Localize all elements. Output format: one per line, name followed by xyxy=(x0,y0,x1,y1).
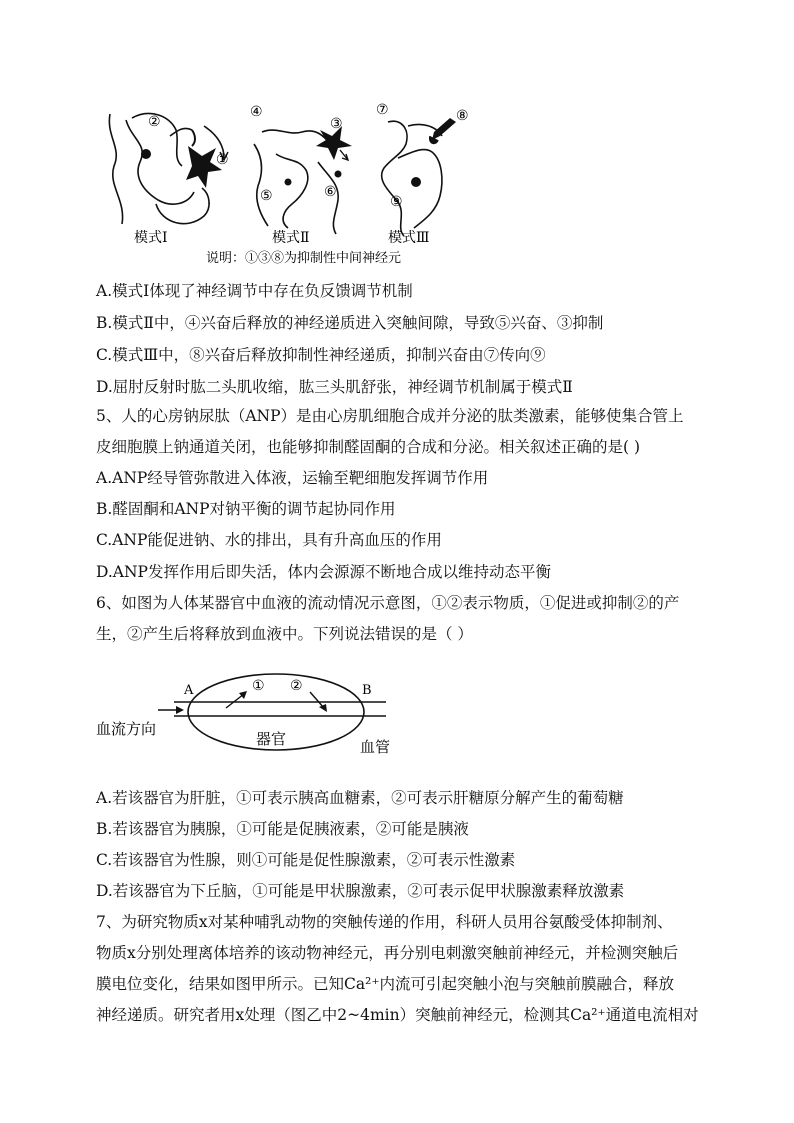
q6-stem-line-2: 生，②产生后将释放到血液中。下列说法错误的是（ ） xyxy=(96,625,473,643)
q4-option-d: D.屈肘反射时肱二头肌收缩，肱三头肌舒张，神经调节机制属于模式Ⅱ xyxy=(96,378,573,396)
mode2-arrow xyxy=(340,150,348,160)
q5-option-d: D.ANP发挥作用后即失活，体内会源源不断地合成以维持动态平衡 xyxy=(96,563,551,581)
marker-5: ⑤ xyxy=(260,188,273,204)
q6-stem-line-1: 6、如图为人体某器官中血液的流动情况示意图，①②表示物质，①促进或抑制②的产 xyxy=(96,594,680,612)
q5-stem-line-2: 皮细胞膜上钠通道关闭，也能够抑制醛固酮的合成和分泌。相关叙述正确的是( ) xyxy=(96,438,641,456)
mode3-neuron-7 xyxy=(382,121,407,236)
arrow-1-shaft xyxy=(226,694,244,708)
marker-1: ① xyxy=(216,152,229,168)
flow-arrow-head xyxy=(176,706,184,714)
marker-9: ⑨ xyxy=(390,194,403,210)
mode1-process xyxy=(170,128,192,136)
q7-stem-line-3: 膜电位变化，结果如图甲所示。已知Ca²⁺内流可引起突触小泡与突触前膜融合，释放 xyxy=(96,975,674,993)
marker-2: ② xyxy=(148,114,161,130)
mode3-neuron-9 xyxy=(398,150,442,228)
vessel-label: 血管 xyxy=(360,738,391,756)
mode-label-2: 模式Ⅱ xyxy=(272,230,310,246)
mode2-neuron-5 xyxy=(276,154,308,228)
marker-6: ⑥ xyxy=(324,184,337,200)
q4-option-a: A.模式Ⅰ体现了神经调节中存在负反馈调节机制 xyxy=(96,282,413,300)
mode-label-3: 模式Ⅲ xyxy=(388,230,430,246)
marker-2: ② xyxy=(290,678,303,694)
arrow-2-shaft xyxy=(310,692,324,708)
neural-circuit-modes-figure xyxy=(92,96,482,271)
q5-option-c: C.ANP能促进钠、水的排出，具有升高血压的作用 xyxy=(96,531,442,549)
mode2-nucleus-6 xyxy=(335,171,342,178)
marker-7: ⑦ xyxy=(376,102,389,118)
flow-direction-label: 血流方向 xyxy=(96,720,157,738)
q7-stem-line-1: 7、为研究物质x对某种哺乳动物的突触传递的作用，科研人员用谷氨酸受体抑制剂、 xyxy=(96,913,673,931)
mode2-axon-top xyxy=(262,130,330,144)
marker-4: ④ xyxy=(250,104,263,120)
q5-option-a: A.ANP经导管弥散进入体液，运输至靶细胞发挥调节作用 xyxy=(96,469,489,487)
label-b: B xyxy=(362,683,372,698)
figure1-caption: 说明：①③⑧为抑制性中间神经元 xyxy=(206,251,402,266)
arrow-2-head xyxy=(319,704,327,712)
q7-stem-line-4: 神经递质。研究者用x处理（图乙中2~4min）突触前神经元，检测其Ca²⁺通道电流相对 xyxy=(96,1006,699,1024)
mode1-synapse xyxy=(192,130,195,146)
marker-3: ③ xyxy=(330,116,343,132)
marker-1: ① xyxy=(252,678,265,694)
blood-flow-organ-figure xyxy=(92,664,412,788)
mode1-neuron-outline xyxy=(109,114,194,224)
q6-option-d: D.若该器官为下丘脑，①可能是甲状腺激素，②可表示促甲状腺激素释放激素 xyxy=(96,882,625,900)
mode3-nucleus xyxy=(411,177,421,187)
q6-option-b: B.若该器官为胰腺，①可能是促胰液素，②可能是胰液 xyxy=(96,820,469,838)
mode1-axon-loop xyxy=(156,188,209,224)
marker-8: ⑧ xyxy=(456,108,469,124)
mode2-left-curve xyxy=(254,144,268,226)
q5-stem-line-1: 5、人的心房钠尿肽（ANP）是由心房肌细胞合成并分泌的肽类激素，能够使集合管上 xyxy=(96,407,684,425)
q6-option-a: A.若该器官为肝脏，①可表示胰高血糖素，②可表示肝糖原分解产生的葡萄糖 xyxy=(96,789,624,807)
mode-label-1: 模式Ⅰ xyxy=(134,230,168,246)
q4-option-c: C.模式Ⅲ中，⑧兴奋后释放抑制性神经递质，抑制兴奋由⑦传向⑨ xyxy=(96,346,546,364)
organ-label: 器官 xyxy=(256,730,287,748)
mode1-nucleus xyxy=(141,149,151,159)
q4-option-b: B.模式Ⅱ中，④兴奋后释放的神经递质进入突触间隙，导致⑤兴奋、③抑制 xyxy=(96,314,604,332)
mode2-nucleus-5 xyxy=(285,179,292,186)
q6-option-c: C.若该器官为性腺，则①可能是促性腺激素，②可表示性激素 xyxy=(96,851,516,869)
q5-option-b: B.醛固酮和ANP对钠平衡的调节起协同作用 xyxy=(96,500,396,518)
q7-stem-line-2: 物质x分别处理离体培养的该动物神经元，再分别电刺激突触前神经元，并检测突触后 xyxy=(96,944,679,962)
label-a: A xyxy=(184,683,194,698)
